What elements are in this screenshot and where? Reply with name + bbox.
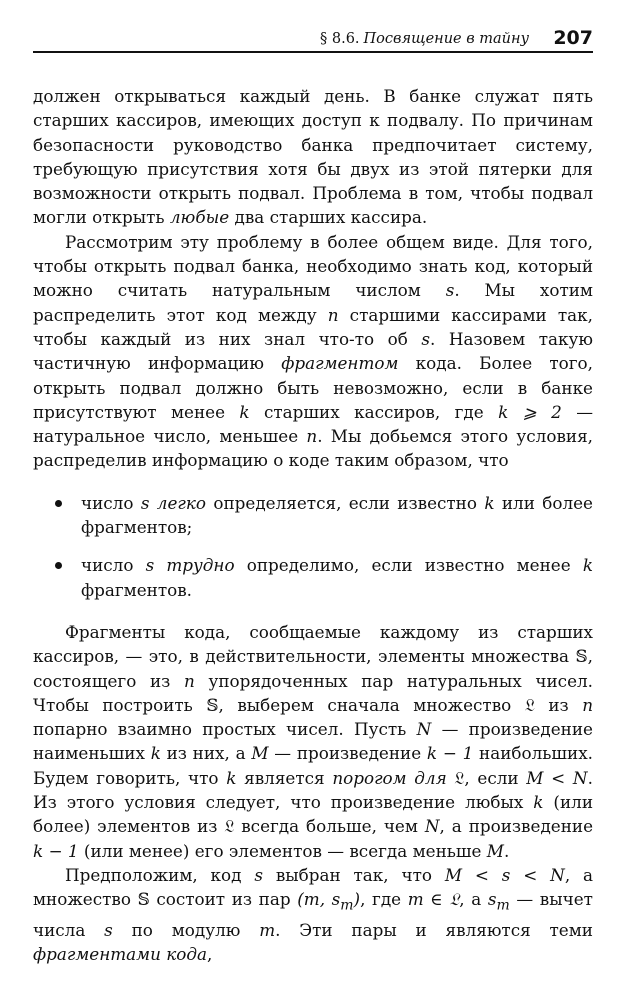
section-title: Посвящение в тайну [363,31,529,47]
bullet-icon [55,562,62,569]
section-number: § 8.6. [320,31,360,47]
list-item: число s трудно определимо, если известно менее k фрагментов. [33,553,593,602]
section-header [320,31,529,47]
paragraph-3: Фрагменты кода, сообщаемые каждому из старших кассиров, — это, в действительности, элементы множества 𝕊, состоящего из n упорядоченных пар натуральных чисел. Чтобы построить 𝕊, выберем сначала множество 𝔏 из n попарно взаимно простых чисел. Пусть N — произведение наименьших k из них, а M — произведение k − 1 наибольших. Будем говорить, что k является порогом для 𝔏, если M < N. Из этого условия следует, что произведение любых k (или более) элементов из 𝔏 всегда больше, чем N, а произведение k − 1 (или менее) его элементов — всегда меньше M. [33,621,594,861]
list-item: число s легко определяется, если известно k или более фрагментов; [33,491,593,540]
paragraph-2: Рассмотрим эту проблему в более общем виде. Для того, чтобы открыть подвал банка, необходимо знать код, который можно считать натуральным числом s. Мы хотим распределить этот код между n старшими кассирами так, чтобы каждый из них знал что-то об s. Назовем такую частичную информацию фрагментом кода. Более того, открыть подвал должно быть невозможно, если в банке присутствуют менее k старших кассиров, где k ⩾ 2 — натуральное число, меньшее n. Мы добьемся этого условия, распределив информацию о коде таким образом, что [33,231,593,471]
bullet-list [33,491,593,602]
bullet-icon [55,500,62,507]
paragraph-1: должен открываться каждый день. В банке служат пять старших кассиров, имеющих доступ к подвалу. По причинам безопасности руководство банка предпочитает систему, требующую присутствия хотя бы двух из этой пятерки для возможности открыть подвал. Проблема в том, чтобы подвал могли открыть любые два старших кассира. [33,86,593,228]
paragraph-4: Предположим, код s выбран так, что M < s < N, а множество 𝕊 состоит из пар (m, $s_m$), где m ∈ 𝔏, а $s_m$ — вычет числа s по модулю m. Эти пары и являются теми фрагментами кода, [33,864,594,965]
page-body [33,84,593,966]
page-number: 207 [553,27,593,49]
running-header [33,27,593,53]
